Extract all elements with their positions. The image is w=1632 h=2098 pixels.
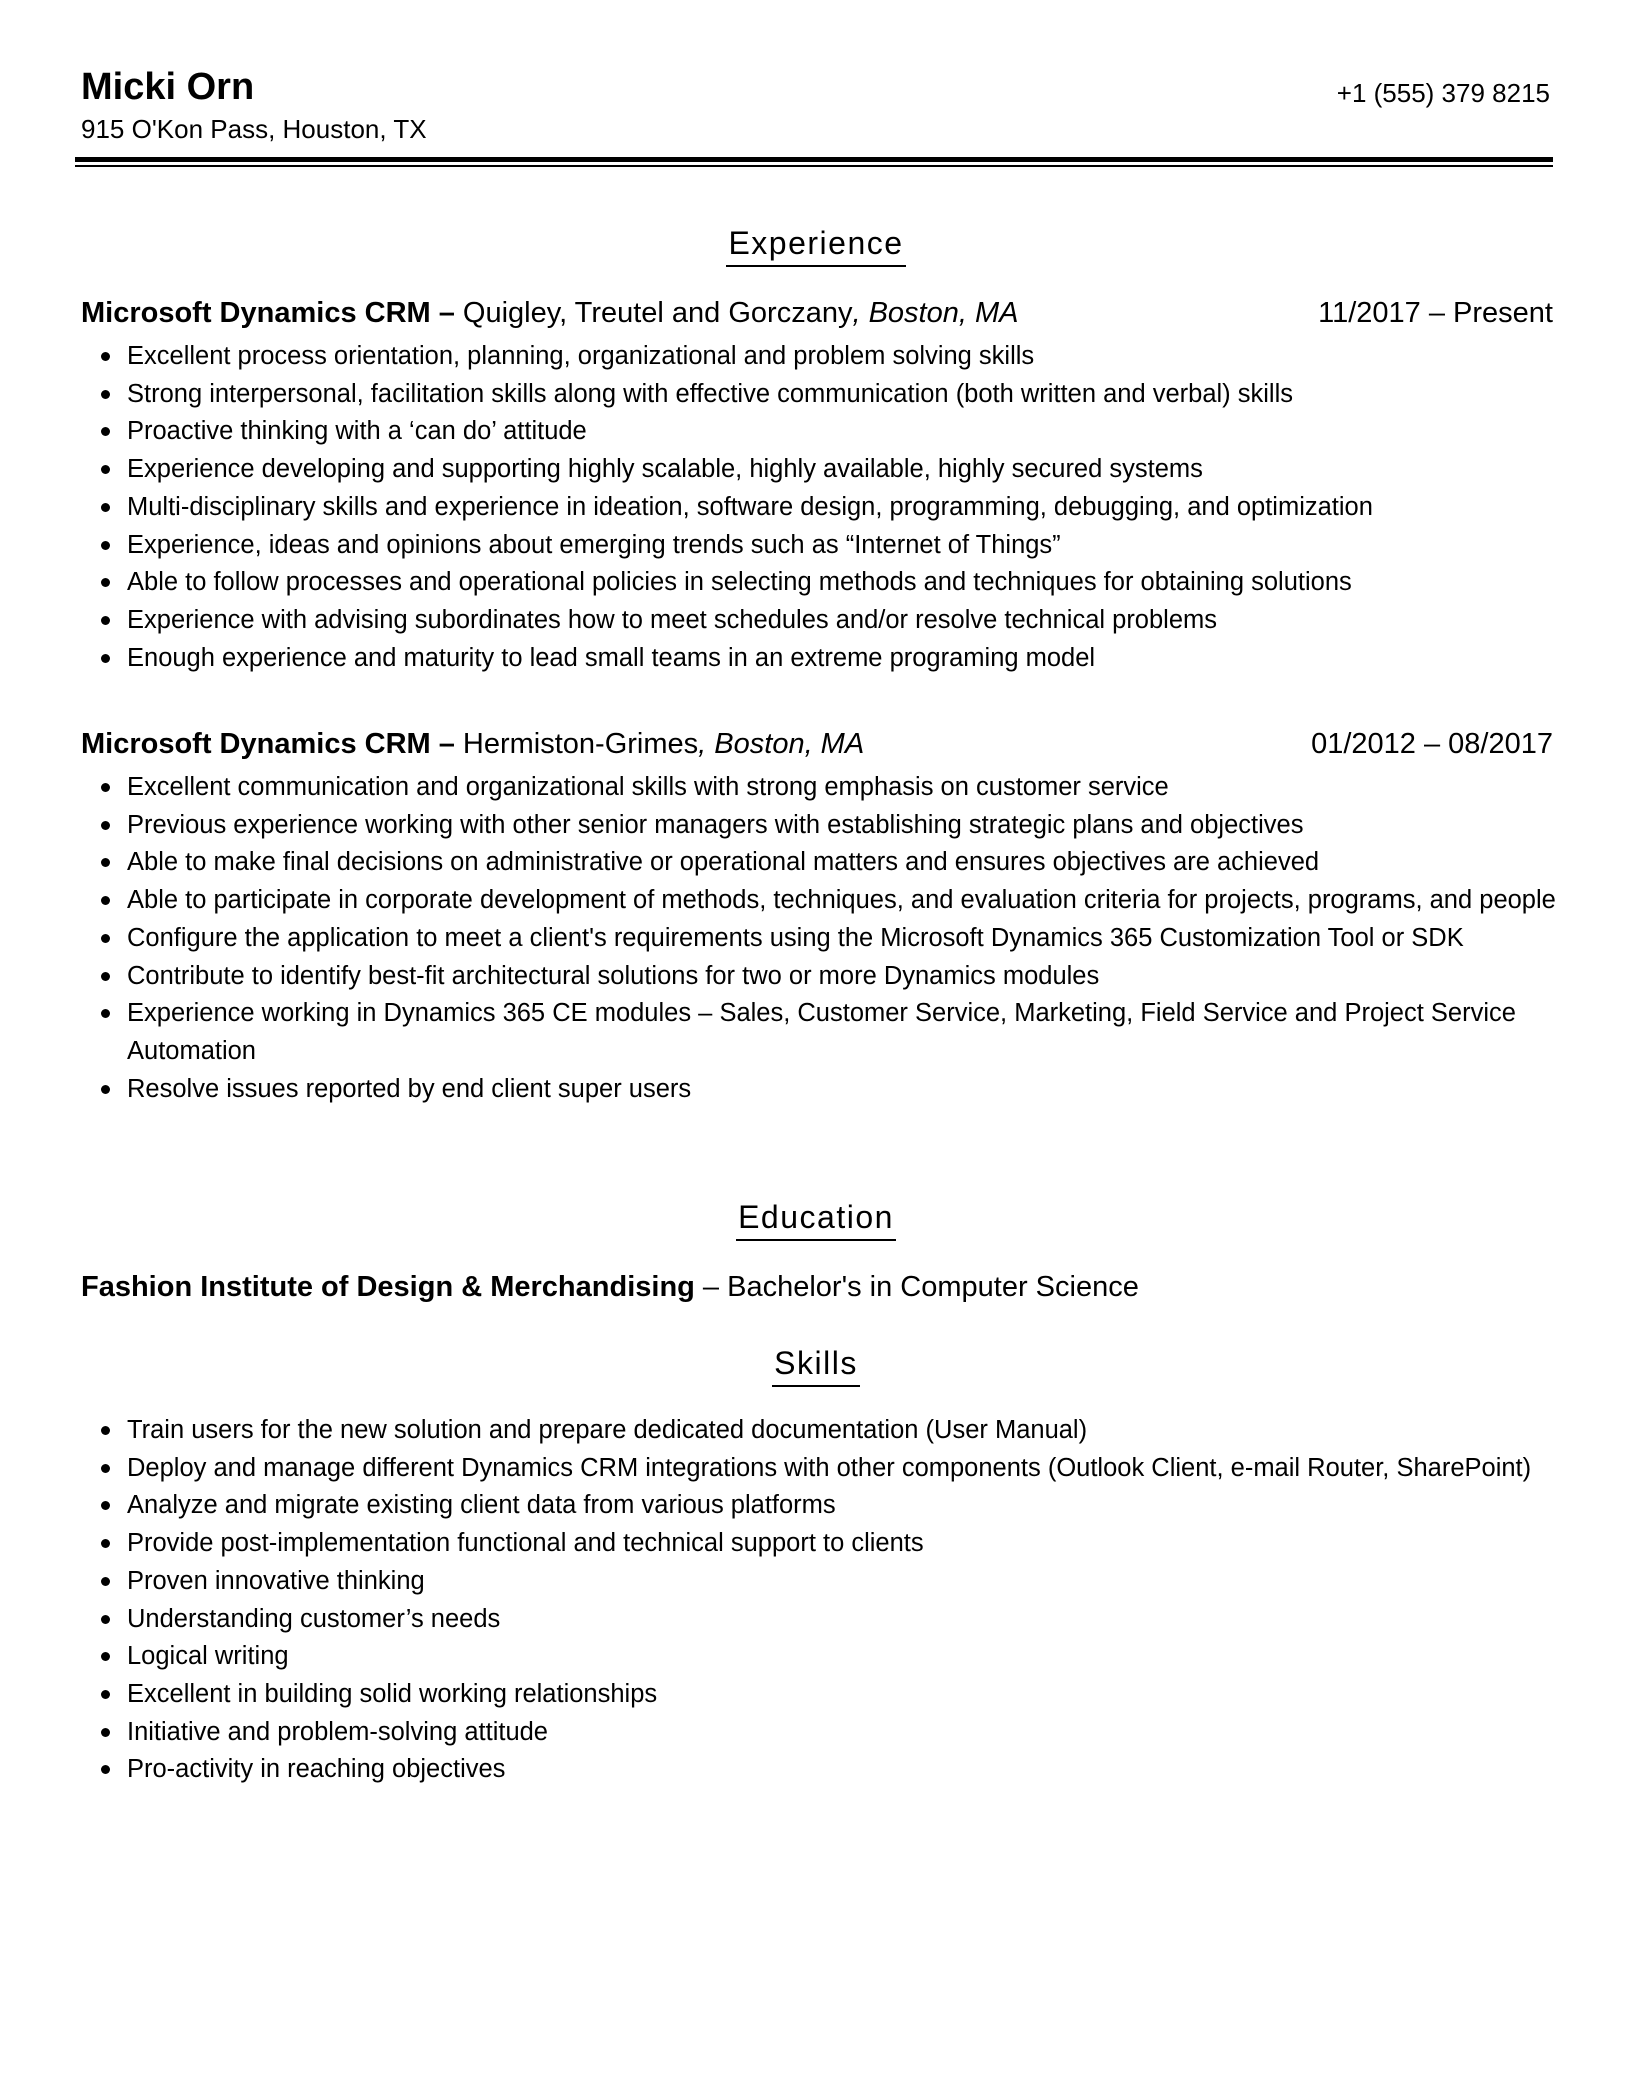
bullet-dot-icon	[101, 1426, 110, 1435]
list-item: Excellent in building solid working relationships	[81, 1676, 1561, 1714]
header-divider-thick	[75, 157, 1553, 162]
bullet-dot-icon	[101, 934, 110, 943]
bullet-dot-icon	[101, 1464, 110, 1473]
bullet-dot-icon	[101, 541, 110, 550]
bullet-dot-icon	[101, 352, 110, 361]
bullet-dot-icon	[101, 654, 110, 663]
list-item: Logical writing	[81, 1638, 1561, 1676]
job-title: Microsoft Dynamics CRM –	[81, 297, 455, 329]
list-item: Experience developing and supporting highly scalable, highly available, highly secured systems	[81, 451, 1561, 489]
job-title: Microsoft Dynamics CRM –	[81, 728, 455, 760]
bullet-dot-icon	[101, 616, 110, 625]
list-item: Contribute to identify best-fit architectural solutions for two or more Dynamics modules	[81, 958, 1561, 996]
bullet-dot-icon	[101, 1009, 110, 1018]
bullet-dot-icon	[101, 1652, 110, 1661]
job-dates: 01/2012 – 08/2017	[1311, 728, 1553, 760]
job-dates: 11/2017 – Present	[1318, 297, 1553, 329]
skills-list	[81, 1412, 1561, 1789]
bullet-dot-icon	[101, 858, 110, 867]
bullet-dot-icon	[101, 1765, 110, 1774]
experience-heading	[0, 223, 1632, 267]
list-item: Provide post-implementation functional and technical support to clients	[81, 1525, 1561, 1563]
job-company: Quigley, Treutel and Gorczany	[454, 297, 853, 329]
list-item: Experience, ideas and opinions about emerging trends such as “Internet of Things”	[81, 527, 1561, 565]
list-item: Resolve issues reported by end client super users	[81, 1071, 1561, 1109]
bullet-dot-icon	[101, 1577, 110, 1586]
list-item: Train users for the new solution and prepare dedicated documentation (User Manual)	[81, 1412, 1561, 1450]
header-divider-thin	[75, 165, 1553, 167]
bullet-dot-icon	[101, 578, 110, 587]
list-item: Able to participate in corporate development of methods, techniques, and evaluation criteria for projects, programs, and people	[81, 882, 1561, 920]
list-item: Excellent process orientation, planning, organizational and problem solving skills	[81, 338, 1561, 376]
list-item: Enough experience and maturity to lead small teams in an extreme programing model	[81, 640, 1561, 678]
list-item: Analyze and migrate existing client data from various platforms	[81, 1487, 1561, 1525]
education-degree: – Bachelor's in Computer Science	[694, 1271, 1139, 1303]
bullet-dot-icon	[101, 1615, 110, 1624]
bullet-dot-icon	[101, 1539, 110, 1548]
job-2-bullets	[81, 769, 1561, 1108]
bullet-dot-icon	[101, 465, 110, 474]
bullet-dot-icon	[101, 783, 110, 792]
list-item: Experience working in Dynamics 365 CE modules – Sales, Customer Service, Marketing, Field Service and Project Service Automation	[81, 995, 1561, 1070]
bullet-dot-icon	[101, 427, 110, 436]
job-header-2	[81, 726, 1553, 762]
education-heading-text: Education	[736, 1197, 896, 1241]
bullet-dot-icon	[101, 390, 110, 399]
skills-heading	[0, 1343, 1632, 1387]
list-item: Strong interpersonal, facilitation skills along with effective communication (both written and verbal) skills	[81, 376, 1561, 414]
list-item: Deploy and manage different Dynamics CRM integrations with other components (Outlook Client, e-mail Router, SharePoint)	[81, 1450, 1561, 1488]
list-item: Experience with advising subordinates how to meet schedules and/or resolve technical problems	[81, 602, 1561, 640]
job-company: Hermiston-Grimes	[454, 728, 699, 760]
list-item: Previous experience working with other senior managers with establishing strategic plans and objectives	[81, 807, 1561, 845]
bullet-dot-icon	[101, 503, 110, 512]
list-item: Pro-activity in reaching objectives	[81, 1751, 1561, 1789]
list-item: Understanding customer’s needs	[81, 1601, 1561, 1639]
job-1-bullets	[81, 338, 1561, 677]
education-heading	[0, 1197, 1632, 1241]
list-item: Configure the application to meet a client's requirements using the Microsoft Dynamics 365 Customization Tool or SDK	[81, 920, 1561, 958]
list-item: Initiative and problem-solving attitude	[81, 1714, 1561, 1752]
bullet-dot-icon	[101, 896, 110, 905]
education-entry	[81, 1269, 1139, 1305]
job-header-1	[81, 295, 1553, 331]
bullet-dot-icon	[101, 1085, 110, 1094]
education-school: Fashion Institute of Design & Merchandising	[81, 1271, 695, 1303]
list-item: Excellent communication and organizational skills with strong emphasis on customer service	[81, 769, 1561, 807]
job-location: , Boston, MA	[852, 297, 1019, 329]
candidate-name: Micki Orn	[81, 66, 255, 108]
list-item: Able to make final decisions on administrative or operational matters and ensures objectives are achieved	[81, 844, 1561, 882]
list-item: Proven innovative thinking	[81, 1563, 1561, 1601]
list-item: Proactive thinking with a ‘can do’ attitude	[81, 413, 1561, 451]
list-item: Multi-disciplinary skills and experience in ideation, software design, programming, debugging, and optimization	[81, 489, 1561, 527]
job-location: , Boston, MA	[698, 728, 865, 760]
candidate-address: 915 O'Kon Pass, Houston, TX	[81, 114, 427, 144]
bullet-dot-icon	[101, 1728, 110, 1737]
bullet-dot-icon	[101, 1501, 110, 1510]
experience-heading-text: Experience	[726, 223, 905, 267]
bullet-dot-icon	[101, 972, 110, 981]
skills-heading-text: Skills	[772, 1343, 860, 1387]
bullet-dot-icon	[101, 1690, 110, 1699]
list-item: Able to follow processes and operational policies in selecting methods and techniques for obtaining solutions	[81, 564, 1561, 602]
bullet-dot-icon	[101, 821, 110, 830]
candidate-phone: +1 (555) 379 8215	[1336, 78, 1550, 108]
